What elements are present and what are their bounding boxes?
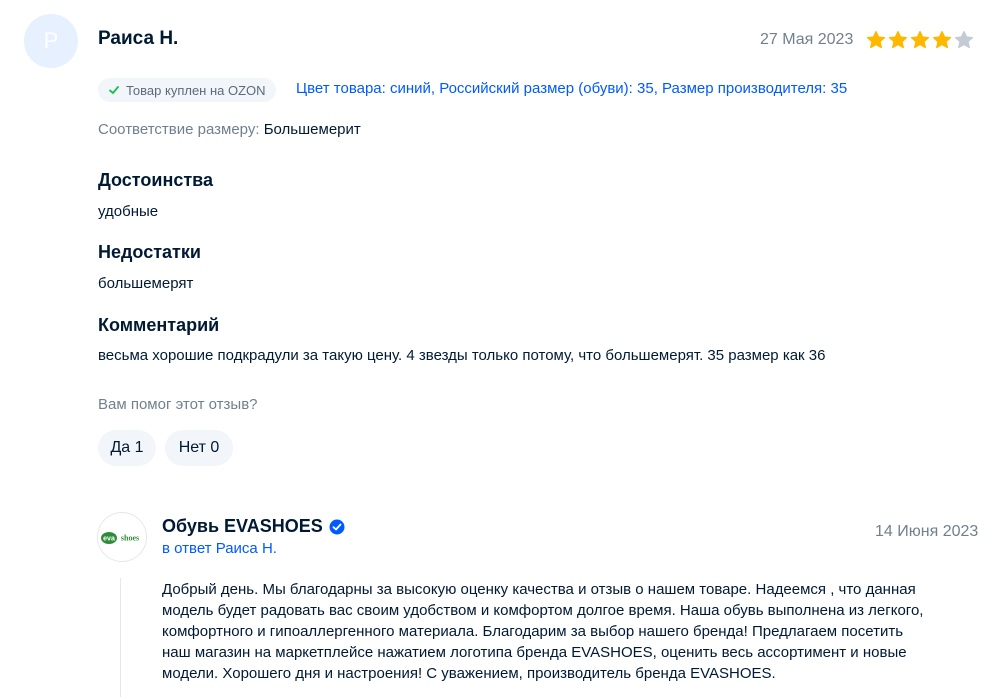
verified-icon bbox=[329, 519, 345, 535]
size-fit-label: Соответствие размеру: bbox=[98, 121, 260, 138]
reply-line-5: модели. Хорошего дня и настроения! С уважением, производитель бренда EVASHOES. bbox=[162, 665, 776, 682]
reply-line-4: наш магазин на маркетплейсе нажатием логотипа бренда EVASHOES, оценить весь ассортимент и новые bbox=[162, 644, 907, 661]
reply-line-1: Добрый день. Мы благодарны за высокую оценку качества и отзыв о нашем товаре. Надеемся , что данная bbox=[162, 581, 916, 598]
purchased-badge-label: Товар куплен на OZON bbox=[126, 82, 266, 98]
star-filled-icon bbox=[866, 30, 886, 50]
avatar-letter: Р bbox=[43, 28, 59, 53]
reply-date: 14 Июня 2023 bbox=[875, 523, 979, 540]
reviewer-avatar bbox=[24, 14, 78, 68]
helpful-question: Вам помог этот отзыв? bbox=[98, 396, 258, 413]
cons-title: Недостатки bbox=[98, 242, 201, 262]
seller-logo[interactable] bbox=[97, 512, 147, 562]
seller-name[interactable] bbox=[162, 516, 345, 537]
product-variant-link[interactable]: Цвет товара: синий, Российский размер (обуви): 35, Размер производителя: 35 bbox=[296, 80, 848, 97]
reply-thread-line bbox=[120, 578, 121, 697]
vote-yes-button[interactable]: Да 1 bbox=[98, 430, 156, 466]
cons-text: большемерят bbox=[98, 275, 194, 292]
review-date: 27 Мая 2023 bbox=[760, 31, 854, 48]
star-empty-icon bbox=[954, 30, 974, 50]
logo-text-eva: eva bbox=[103, 535, 115, 543]
reviewer-name: Раиса Н. bbox=[98, 28, 179, 49]
pros-text: удобные bbox=[98, 203, 159, 220]
reply-text bbox=[162, 579, 974, 684]
size-fit bbox=[98, 121, 361, 138]
logo-text-shoes: shoes bbox=[120, 533, 140, 543]
reply-to-link[interactable]: в ответ Раиса Н. bbox=[162, 540, 277, 557]
vote-no-button[interactable]: Нет 0 bbox=[165, 430, 233, 466]
reply-line-3: комфортного и гипоаллергенного материала. Благодарим за выбор нашего бренда! Предлагаем посетить bbox=[162, 623, 904, 640]
star-filled-icon bbox=[910, 30, 930, 50]
pros-title: Достоинства bbox=[98, 170, 213, 190]
size-fit-value: Большемерит bbox=[263, 121, 361, 138]
check-icon bbox=[108, 84, 120, 96]
evashoes-logo-icon bbox=[100, 527, 144, 547]
star-filled-icon bbox=[932, 30, 952, 50]
purchased-badge bbox=[98, 78, 276, 102]
comment-text: весьма хорошие подкрадули за такую цену. 4 звезды только потому, что большемерят. 35 размер как 36 bbox=[98, 347, 826, 364]
reply-line-2: модель будет радовать вас своим удобством и комфортом долгое время. Наша обувь выполнена из легкого, bbox=[162, 602, 924, 619]
star-filled-icon bbox=[888, 30, 908, 50]
seller-name-label: Обувь EVASHOES bbox=[162, 516, 323, 536]
comment-title: Комментарий bbox=[98, 315, 220, 335]
rating-stars bbox=[866, 30, 974, 50]
